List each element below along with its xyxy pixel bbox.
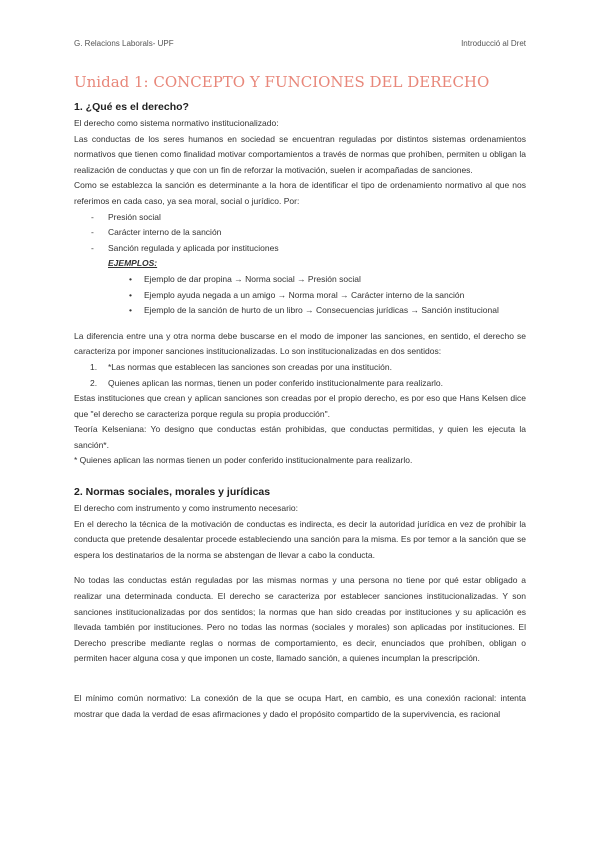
section-1-paragraph-2: Las conductas de los seres humanos en sociedad se encuentran reguladas por distintos sistemas ordenamientos normativos que tienen como finalidad motivar comportamientos a través de normas que prohíben, permiten u obligan la realización de conductas y que con un fin de reforzar la motivación, suelen ir acompañadas de sanciones. bbox=[74, 133, 526, 175]
list-item: - Presión social bbox=[74, 210, 526, 226]
section-1-heading: 1. ¿Qué es el derecho? bbox=[74, 101, 189, 113]
list-item: • Ejemplo de la sanción de hurto de un libro → Consecuencias jurídicas → Sanción institucional bbox=[74, 303, 526, 319]
list-text: Quienes aplican las normas, tienen un poder conferido institucionalmente para realizarlo. bbox=[108, 377, 443, 388]
list-item bbox=[74, 360, 526, 376]
section-2-paragraph-1: El derecho com instrumento y como instrumento necesario: bbox=[74, 503, 298, 514]
section-2-paragraph-3: No todas las conductas están reguladas por las mismas normas y una persona no tiene por qué estar obligado a realizar una determinada conducta. El derecho se caracteriza por establecer sanciones institucionalizadas. Y son sanciones institucionalizadas por dos sentidos; la normas que han sido creadas por instituciones y su aplicación es llevada también por instituciones. Pero no todas las normas (sociales y morales) son aplicadas por instituciones. El Derecho prescribe mediante reglas o normas de comportamiento, es decir, enunciados que prohíben, obligan o permiten hacer alguna cosa y que imponen un coste, llamado sanción, a quienes incumplan la prescripción. bbox=[74, 575, 526, 664]
list-item bbox=[74, 376, 526, 392]
section-1-paragraph-4: La diferencia entre una y otra norma debe buscarse en el modo de imponer las sanciones, en sentido, el derecho se caracteriza por imponer sanciones institucionalizadas. Lo son institucionalizadas en dos sentidos: bbox=[74, 330, 526, 357]
list-item: - Sanción regulada y aplicada por instituciones bbox=[74, 241, 526, 257]
list-number: 2. bbox=[90, 377, 98, 388]
section-1-paragraph-5: Estas instituciones que crean y aplican sanciones son creadas por el propio derecho, es por eso que Hans Kelsen dice que "el derecho se caracteriza porque regula su propia producción". bbox=[74, 393, 526, 419]
section-2-paragraph-4: El mínimo común normativo: La conexión de la que se ocupa Hart, en cambio, es una conexión racional: intenta mostrar que dada la verdad de esas afirmaciones y dado el propósito compartido de la supervivencia, es racional bbox=[74, 693, 526, 719]
section-2-paragraph-2: En el derecho la técnica de la motivación de conductas es indirecta, es decir la autoridad jurídica en vez de prohibir la conducta que pretende desalentar procede estableciendo una sanción para la misma. Es por temor a la sanción que se espera los destinatarios de la norma se abstengan de llevar a cabo la conducta. bbox=[74, 518, 526, 560]
list-item: - Carácter interno de la sanción bbox=[74, 225, 526, 241]
list-text: *Las normas que establecen las sanciones son creadas por una institución. bbox=[108, 361, 392, 372]
section-2-heading: 2. Normas sociales, morales y jurídicas bbox=[74, 486, 271, 499]
header-subject: Introducció al Dret bbox=[461, 39, 526, 48]
section-1-paragraph-3: Como se establezca la sanción es determinante a la hora de identificar el tipo de ordenamiento normativo al que nos referimos en cada caso, ya sea moral, social o jurídico. Por: bbox=[74, 180, 526, 206]
section-1-paragraph-6: Teoría Kelseniana: Yo designo que conductas están prohibidas, que conductas permitidas, y quien les ejecuta la sanción*. bbox=[74, 424, 526, 450]
section-1-paragraph-1: El derecho como sistema normativo institucionalizado: bbox=[74, 118, 279, 128]
section-1-footnote: * Quienes aplican las normas tienen un poder conferido institucionalmente para realizarlo. bbox=[74, 455, 413, 466]
examples-label: EJEMPLOS: bbox=[108, 258, 158, 269]
document-content bbox=[74, 72, 526, 722]
header-course: G. Relacions Laborals- UPF bbox=[74, 39, 174, 48]
examples-list bbox=[74, 272, 526, 319]
unit-title: Unidad 1: CONCEPTO Y FUNCIONES DEL DERECHO bbox=[74, 73, 490, 91]
sanction-types-list bbox=[74, 210, 526, 257]
list-item: • Ejemplo de dar propina → Norma social → Presión social bbox=[74, 272, 526, 288]
list-item: • Ejemplo ayuda negada a un amigo → Norma moral → Carácter interno de la sanción bbox=[74, 288, 526, 304]
list-number: 1. bbox=[90, 361, 98, 372]
institutional-senses-list bbox=[74, 360, 526, 391]
